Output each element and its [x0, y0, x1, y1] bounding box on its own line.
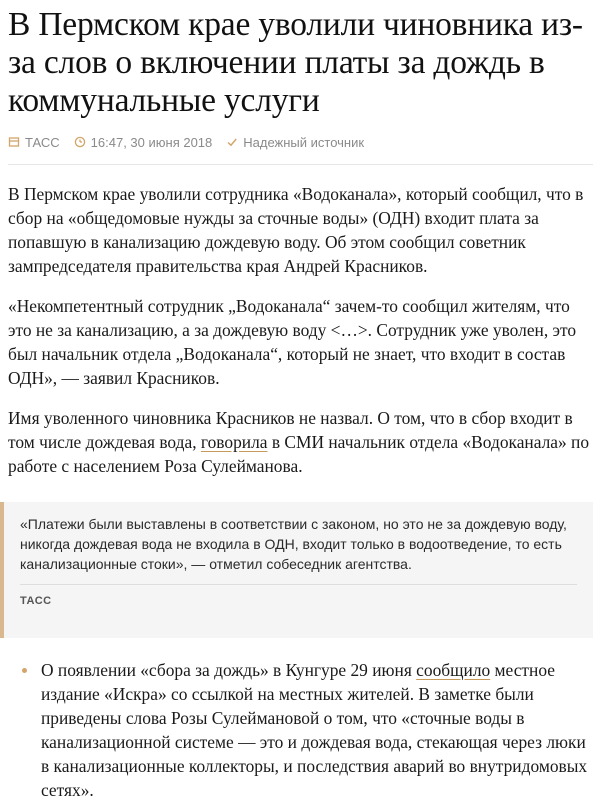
- bullet-text-before: О появлении «сбора за дождь» в Кунгуре 29 июня: [41, 660, 417, 680]
- bullet-text-after: местное издание «Искра» со ссылкой на местных жителей. В заметке были приведены слова Розы Сулеймановой о том, что «сточные воды в канализационной системе — это и дождевая вода, стекающая через люки в канализационные коллекторы, и последствия аварий во внутридомовых сетях».: [41, 660, 588, 800]
- checkmark-icon: [226, 136, 238, 148]
- paragraph-3-text-before: Имя уволенного чиновника Красников не назвал. О том, что в сбор входит в том числе дождевая вода,: [8, 408, 573, 452]
- paragraph-2: «Некомпетентный сотрудник „Водоканала“ зачем-то сообщил жителям, что это не за канализацию, а за дождевую воду <…>. Сотрудник уже уволен, это был начальник отдела „Водоканала“, который не знает, что входит в состав ОДН», — заявил Красников.: [8, 296, 577, 388]
- reported-link[interactable]: сообщило: [416, 660, 491, 680]
- quote-source: ТАСС: [20, 595, 52, 607]
- meta-divider: [8, 164, 593, 165]
- bullet-icon: [22, 668, 27, 673]
- source-icon: [8, 136, 20, 148]
- article-title: В Пермском крае уволили чиновника из-за слов о включении платы за дождь в коммунальные услуги: [8, 6, 583, 119]
- bullet-text: [41, 658, 593, 802]
- datetime-label: 16:47, 30 июня 2018: [90, 134, 213, 150]
- paragraph-3: [8, 406, 593, 478]
- quote-text: «Платежи были выставлены в соответствии с законом, но это не за дождевую воду, никогда дождевая вода не входила в ОДН, входит только в водоотведение, то есть канализационные стоки», — отметил собеседник агентства.: [20, 516, 567, 572]
- quote-block: [0, 502, 593, 638]
- said-link[interactable]: говорила: [200, 432, 268, 452]
- article: [8, 0, 593, 802]
- reliability-label: Надежный источник: [243, 134, 365, 150]
- reliability-item: [226, 135, 364, 150]
- source-label: ТАСС: [25, 134, 60, 150]
- paragraph-1: В Пермском крае уволили сотрудника «Водоканала», который сообщил, что в сбор на «общедомовые нужды за сточные воды» (ОДН) входит плата за попавшую в канализацию дождевую воду. Об этом сообщил советник зампредседателя правительства края Андрей Красников.: [8, 184, 584, 276]
- paragraph-3-text-after: в СМИ начальник отдела «Водоканала» по работе с населением Роза Сулейманова.: [8, 432, 590, 476]
- source-item[interactable]: [8, 135, 60, 150]
- clock-icon: [74, 136, 86, 148]
- article-meta: [8, 133, 593, 151]
- quote-divider: [20, 584, 577, 585]
- datetime-item: [74, 135, 213, 150]
- list-item: [8, 658, 593, 802]
